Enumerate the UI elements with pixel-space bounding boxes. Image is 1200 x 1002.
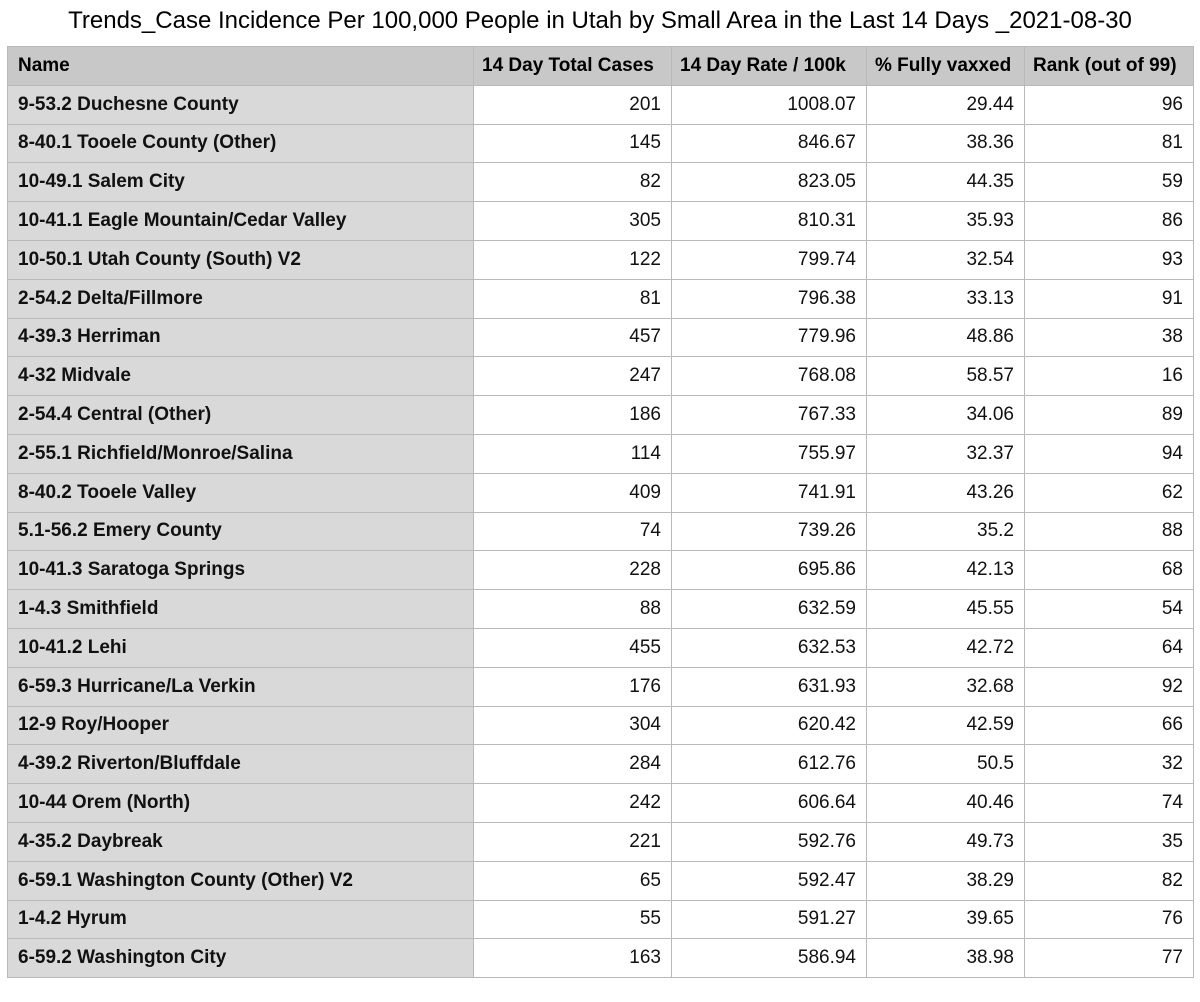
table-row <box>8 628 1194 667</box>
cell-rank: 59 <box>1025 163 1194 202</box>
cell-cases: 186 <box>474 396 672 435</box>
cell-vaxxed: 35.93 <box>867 202 1025 241</box>
cell-cases: 304 <box>474 706 672 745</box>
cell-rank: 66 <box>1025 706 1194 745</box>
table-row <box>8 667 1194 706</box>
cell-cases: 55 <box>474 900 672 939</box>
cell-rate: 612.76 <box>672 745 867 784</box>
cell-cases: 81 <box>474 279 672 318</box>
cell-vaxxed: 42.72 <box>867 628 1025 667</box>
cell-vaxxed: 33.13 <box>867 279 1025 318</box>
cell-cases: 247 <box>474 357 672 396</box>
table-row <box>8 590 1194 629</box>
cell-cases: 228 <box>474 551 672 590</box>
column-header-cases: 14 Day Total Cases <box>474 47 672 86</box>
page-title: Trends_Case Incidence Per 100,000 People in Utah by Small Area in the Last 14 Days _2021-08-30 <box>68 7 1132 34</box>
cell-cases: 455 <box>474 628 672 667</box>
cell-rank: 91 <box>1025 279 1194 318</box>
cell-rank: 89 <box>1025 396 1194 435</box>
cell-rank: 92 <box>1025 667 1194 706</box>
cell-rate: 739.26 <box>672 512 867 551</box>
cell-rate: 768.08 <box>672 357 867 396</box>
cell-rank: 81 <box>1025 124 1194 163</box>
cell-name: 1-4.2 Hyrum <box>8 900 474 939</box>
column-header-rank: Rank (out of 99) <box>1025 47 1194 86</box>
table-row <box>8 939 1194 978</box>
cell-cases: 409 <box>474 473 672 512</box>
cell-vaxxed: 42.13 <box>867 551 1025 590</box>
table-row <box>8 784 1194 823</box>
cell-rate: 796.38 <box>672 279 867 318</box>
cell-cases: 65 <box>474 861 672 900</box>
cell-cases: 201 <box>474 85 672 124</box>
cell-rank: 68 <box>1025 551 1194 590</box>
cell-rank: 88 <box>1025 512 1194 551</box>
cell-name: 4-32 Midvale <box>8 357 474 396</box>
cell-name: 4-35.2 Daybreak <box>8 822 474 861</box>
cell-rank: 74 <box>1025 784 1194 823</box>
cell-rate: 779.96 <box>672 318 867 357</box>
table-row <box>8 279 1194 318</box>
cell-rank: 64 <box>1025 628 1194 667</box>
cell-vaxxed: 45.55 <box>867 590 1025 629</box>
cell-vaxxed: 39.65 <box>867 900 1025 939</box>
cell-name: 10-41.2 Lehi <box>8 628 474 667</box>
cell-rank: 54 <box>1025 590 1194 629</box>
cell-rate: 755.97 <box>672 434 867 473</box>
cell-vaxxed: 32.54 <box>867 240 1025 279</box>
table-row <box>8 202 1194 241</box>
cell-cases: 82 <box>474 163 672 202</box>
cell-rank: 35 <box>1025 822 1194 861</box>
cell-rate: 632.53 <box>672 628 867 667</box>
cell-cases: 145 <box>474 124 672 163</box>
table-row <box>8 861 1194 900</box>
cell-rate: 632.59 <box>672 590 867 629</box>
cell-rank: 38 <box>1025 318 1194 357</box>
cell-cases: 163 <box>474 939 672 978</box>
table-row <box>8 163 1194 202</box>
table-row <box>8 551 1194 590</box>
cell-rank: 96 <box>1025 85 1194 124</box>
cell-name: 8-40.1 Tooele County (Other) <box>8 124 474 163</box>
cell-name: 10-50.1 Utah County (South) V2 <box>8 240 474 279</box>
table-row <box>8 434 1194 473</box>
cell-vaxxed: 35.2 <box>867 512 1025 551</box>
cell-rate: 767.33 <box>672 396 867 435</box>
cell-rank: 76 <box>1025 900 1194 939</box>
table-row <box>8 240 1194 279</box>
cell-vaxxed: 42.59 <box>867 706 1025 745</box>
cell-cases: 457 <box>474 318 672 357</box>
cell-name: 12-9 Roy/Hooper <box>8 706 474 745</box>
cell-rank: 16 <box>1025 357 1194 396</box>
cell-rank: 32 <box>1025 745 1194 784</box>
cell-rate: 606.64 <box>672 784 867 823</box>
table-row <box>8 822 1194 861</box>
cell-name: 10-44 Orem (North) <box>8 784 474 823</box>
cell-vaxxed: 48.86 <box>867 318 1025 357</box>
table-row <box>8 396 1194 435</box>
cell-rank: 86 <box>1025 202 1194 241</box>
table-header-row <box>8 47 1194 86</box>
cell-rate: 591.27 <box>672 900 867 939</box>
cell-rate: 810.31 <box>672 202 867 241</box>
cell-rate: 695.86 <box>672 551 867 590</box>
cell-rank: 93 <box>1025 240 1194 279</box>
cell-vaxxed: 32.68 <box>867 667 1025 706</box>
data-table <box>7 46 1194 978</box>
cell-rate: 1008.07 <box>672 85 867 124</box>
table-row <box>8 357 1194 396</box>
cell-vaxxed: 29.44 <box>867 85 1025 124</box>
cell-name: 4-39.2 Riverton/Bluffdale <box>8 745 474 784</box>
cell-vaxxed: 43.26 <box>867 473 1025 512</box>
table-row <box>8 85 1194 124</box>
cell-cases: 242 <box>474 784 672 823</box>
cell-name: 2-54.4 Central (Other) <box>8 396 474 435</box>
table-row <box>8 318 1194 357</box>
table-body <box>8 85 1194 977</box>
cell-vaxxed: 38.29 <box>867 861 1025 900</box>
table-row <box>8 706 1194 745</box>
cell-vaxxed: 50.5 <box>867 745 1025 784</box>
cell-cases: 176 <box>474 667 672 706</box>
cell-vaxxed: 49.73 <box>867 822 1025 861</box>
column-header-name: Name <box>8 47 474 86</box>
cell-cases: 114 <box>474 434 672 473</box>
cell-name: 8-40.2 Tooele Valley <box>8 473 474 512</box>
cell-cases: 88 <box>474 590 672 629</box>
cell-cases: 74 <box>474 512 672 551</box>
table-row <box>8 745 1194 784</box>
column-header-rate: 14 Day Rate / 100k <box>672 47 867 86</box>
cell-cases: 122 <box>474 240 672 279</box>
cell-rank: 77 <box>1025 939 1194 978</box>
table-row <box>8 473 1194 512</box>
cell-name: 6-59.3 Hurricane/La Verkin <box>8 667 474 706</box>
cell-name: 9-53.2 Duchesne County <box>8 85 474 124</box>
cell-rate: 799.74 <box>672 240 867 279</box>
column-header-vaxxed: % Fully vaxxed <box>867 47 1025 86</box>
cell-rank: 94 <box>1025 434 1194 473</box>
cell-rate: 741.91 <box>672 473 867 512</box>
cell-rate: 823.05 <box>672 163 867 202</box>
cell-name: 4-39.3 Herriman <box>8 318 474 357</box>
cell-vaxxed: 58.57 <box>867 357 1025 396</box>
cell-vaxxed: 38.98 <box>867 939 1025 978</box>
cell-rank: 62 <box>1025 473 1194 512</box>
table-row <box>8 124 1194 163</box>
cell-name: 5.1-56.2 Emery County <box>8 512 474 551</box>
cell-rate: 846.67 <box>672 124 867 163</box>
cell-cases: 305 <box>474 202 672 241</box>
cell-vaxxed: 44.35 <box>867 163 1025 202</box>
cell-rate: 586.94 <box>672 939 867 978</box>
table-row <box>8 900 1194 939</box>
cell-name: 10-49.1 Salem City <box>8 163 474 202</box>
cell-name: 6-59.2 Washington City <box>8 939 474 978</box>
cell-rate: 592.76 <box>672 822 867 861</box>
cell-cases: 221 <box>474 822 672 861</box>
table-row <box>8 512 1194 551</box>
cell-name: 10-41.3 Saratoga Springs <box>8 551 474 590</box>
cell-rank: 82 <box>1025 861 1194 900</box>
cell-cases: 284 <box>474 745 672 784</box>
cell-name: 10-41.1 Eagle Mountain/Cedar Valley <box>8 202 474 241</box>
cell-rate: 592.47 <box>672 861 867 900</box>
cell-vaxxed: 38.36 <box>867 124 1025 163</box>
cell-name: 1-4.3 Smithfield <box>8 590 474 629</box>
cell-vaxxed: 32.37 <box>867 434 1025 473</box>
cell-vaxxed: 34.06 <box>867 396 1025 435</box>
cell-rate: 631.93 <box>672 667 867 706</box>
cell-rate: 620.42 <box>672 706 867 745</box>
cell-name: 2-55.1 Richfield/Monroe/Salina <box>8 434 474 473</box>
cell-name: 6-59.1 Washington County (Other) V2 <box>8 861 474 900</box>
cell-name: 2-54.2 Delta/Fillmore <box>8 279 474 318</box>
cell-vaxxed: 40.46 <box>867 784 1025 823</box>
